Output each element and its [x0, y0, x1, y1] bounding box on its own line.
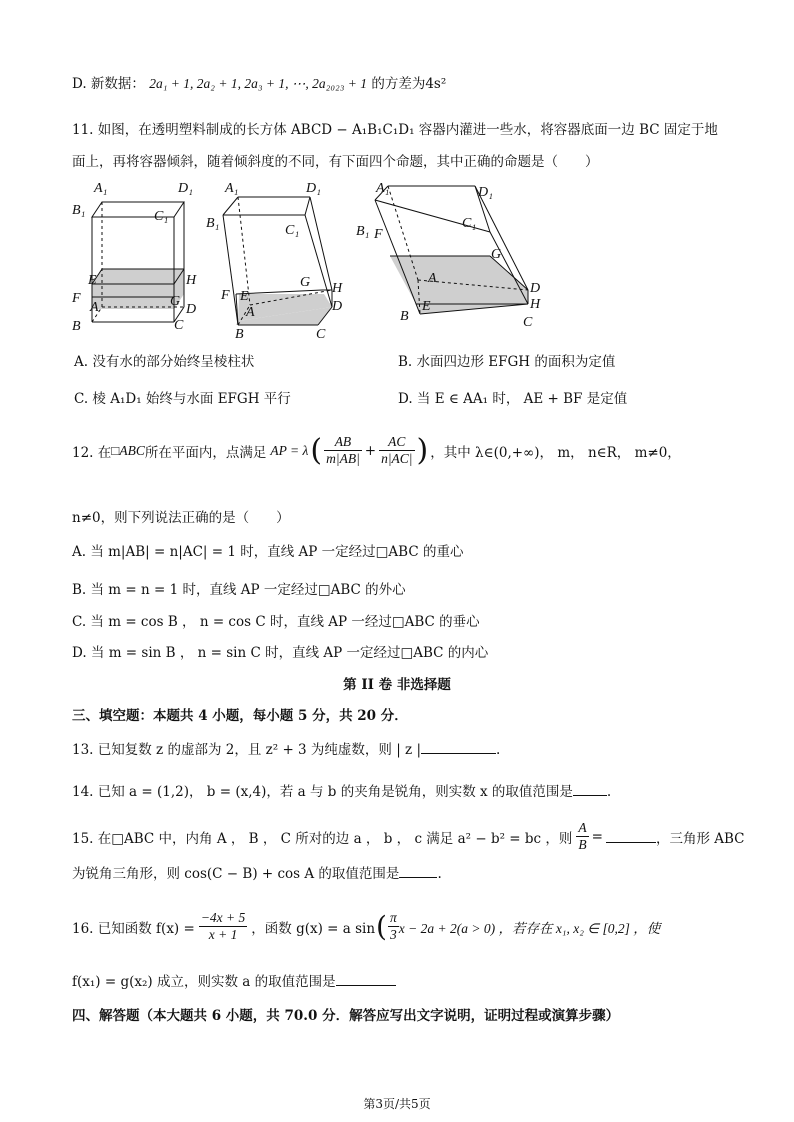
- q15-line2: [72, 862, 442, 882]
- q11-option-b: B. 水面四边形 EFGH 的面积为定值: [398, 354, 616, 370]
- q12-frac1-den: m|AB|: [326, 451, 360, 466]
- q12-option-c: C. 当 m = cos B ， n = cos C 时，直线 AP 一经过□ABC 的垂心: [72, 614, 480, 630]
- q10-option-d-expr: 2a₁ + 1, 2a₂ + 1, 2a₃ + 1, ⋯, 2a₂₀₂₃ + 1: [149, 76, 368, 91]
- q12-fraction-ac: [379, 434, 414, 467]
- q12-stem-line1: 12. 在 □ABC 所在平面内，点满足 AP = λ ( $\frac{AB}{m|AB|}$ + $\frac{AC}{n|AC|}$ ) ，其中 λ∈(0,+∞)， m， n∈R， m≠0，: [72, 433, 681, 468]
- fig3-label-d1: D₁: [478, 185, 493, 200]
- fig1-label-h: H: [186, 273, 197, 288]
- q15-frac-den: B: [578, 837, 587, 852]
- fig3-label-d: D: [530, 281, 541, 296]
- q11-stem-line1: 11. 如图，在透明塑料制成的长方体 ABCD − A₁B₁C₁D₁ 容器内灌进一些水，将容器底面一边 BC 固定于地: [72, 122, 718, 138]
- fig2-label-h: H: [332, 281, 343, 296]
- q15-line2-text: 为锐角三角形，则 cos(C − B) + cos A 的取值范围是: [72, 866, 400, 882]
- q10-option-d-tail: 的方差为4s²: [371, 76, 447, 92]
- fig2-label-a1: A₁: [225, 181, 239, 196]
- figure-tilted-box-small: [206, 181, 343, 342]
- q13-end: .: [496, 742, 501, 758]
- fig2-label-b1: B₁: [206, 216, 220, 231]
- page-footer: 第3页/共5页: [363, 1097, 431, 1111]
- fig3-label-f: F: [374, 227, 383, 242]
- q16-frac-den: x + 1: [208, 927, 238, 942]
- q15-text: 15. 在□ABC 中，内角 A ， B ， C 所对的边 a ， b ， c 满足 a² − b² = bc ，则: [72, 830, 573, 847]
- q11-stem-line2: 面上，再将容器倾斜，随着倾斜度的不同，有下面四个命题，其中正确的命题是（ ）: [72, 154, 599, 170]
- q16-frac2-den: 3: [389, 927, 397, 942]
- q12-lhs: AP = λ: [270, 442, 309, 458]
- fig2-label-b: B: [235, 327, 244, 342]
- q12-option-b: B. 当 m = n = 1 时，直线 AP 一定经过□ABC 的外心: [72, 582, 406, 598]
- fig1-label-d1: D₁: [178, 181, 193, 196]
- q15-equals: =: [591, 828, 603, 845]
- fig2-label-a: A: [246, 305, 255, 320]
- q14-answer-blank[interactable]: [573, 783, 607, 796]
- q16-fraction-f: [199, 910, 247, 943]
- q16-pre: 16. 已知函数 f(x) =: [72, 920, 195, 937]
- fig2-label-e: E: [240, 289, 249, 304]
- q16-frac-num: −4x + 5: [200, 910, 246, 925]
- fig3-label-b: B: [400, 309, 409, 324]
- q12-frac1-num: AB: [324, 434, 362, 451]
- q16-fraction-pi: [388, 910, 399, 943]
- fig1-label-c1: C₁: [154, 209, 169, 224]
- q16-line1: 16. 已知函数 f(x) = $\frac{-4x + 5}{x + 1}$ ，函数 g(x) = a sin ( $\frac{\pi}{3}$ x − 2a + 2(a > 0) ，若存在 x₁, x₂ ∈ [0,2] ，使: [72, 910, 661, 943]
- fig2-label-d1: D₁: [306, 181, 321, 196]
- q15-answer-blank-2[interactable]: [399, 865, 437, 878]
- q10-option-d: [72, 72, 446, 92]
- fig1-label-g: G: [170, 294, 181, 309]
- q12-option-d: D. 当 m = sin B ， n = sin C 时，直线 AP 一定经过□ABC 的内心: [72, 645, 489, 661]
- q12-paren-open: (: [310, 433, 323, 468]
- q12-option-a: A. 当 m|AB| = n|AC| = 1 时，直线 AP 一定经过□ABC 的重心: [72, 544, 464, 560]
- fig1-label-d: D: [186, 302, 197, 317]
- q15-frac-num: A: [578, 820, 587, 835]
- fig1-label-a: A: [90, 300, 99, 315]
- fig2-label-c: C: [316, 327, 326, 342]
- fig1-label-a1: A₁: [94, 181, 108, 196]
- q12-triangle: □ABC: [111, 442, 145, 458]
- q14-text: 14. 已知 a = (1,2)， b = (x,4)，若 a 与 b 的夹角是锐角，则实数 x 的取值范围是: [72, 784, 573, 800]
- fig2-label-g: G: [300, 275, 311, 290]
- q16-answer-blank[interactable]: [336, 973, 396, 986]
- q12-stem-line2: n≠0，则下列说法正确的是（ ）: [72, 510, 290, 526]
- fig3-label-c1: C₁: [462, 216, 477, 231]
- q12-pre: 12. 在: [72, 444, 112, 461]
- q16-mid: ，函数 g(x) = a sin: [251, 920, 376, 937]
- q12-paren-close: ): [416, 433, 429, 468]
- q12-frac2-den: n|AC|: [381, 451, 413, 466]
- q13-text: 13. 已知复数 z 的虚部为 2，且 z² + 3 为纯虚数，则 | z |: [72, 742, 422, 758]
- fig3-label-b1: B₁: [356, 224, 370, 239]
- q12-fraction-ab: [324, 434, 362, 467]
- fig3-label-h: H: [530, 297, 541, 312]
- q14: [72, 780, 611, 800]
- fig2-label-d: D: [332, 299, 343, 314]
- q16-line2-text: f(x₁) = g(x₂) 成立，则实数 a 的取值范围是: [72, 974, 336, 990]
- q15-tail: ，三角形 ABC: [655, 830, 745, 847]
- q12-mid: 所在平面内，点满足: [144, 444, 267, 461]
- q11-option-c: C. 棱 A₁D₁ 始终与水面 EFGH 平行: [74, 391, 291, 407]
- figure-upright-box: [71, 181, 197, 334]
- fig1-label-b: B: [72, 319, 81, 334]
- fig2-label-f: F: [221, 288, 230, 303]
- q11-option-d: D. 当 E ∈ AA₁ 时， AE + BF 是定值: [398, 391, 628, 407]
- q15-end: .: [437, 866, 442, 882]
- q16-frac2-num: π: [389, 910, 397, 925]
- q10-option-d-label: D. 新数据：: [72, 76, 145, 92]
- fig3-label-a1: A₁: [376, 181, 390, 196]
- fig3-label-e: E: [422, 299, 431, 314]
- fig2-label-c1: C₁: [285, 223, 300, 238]
- fig3-label-g: G: [491, 247, 502, 262]
- q15-fraction: [576, 820, 588, 853]
- q11-figures: [60, 172, 560, 342]
- q15-answer-blank-1[interactable]: [606, 830, 656, 843]
- q14-end: .: [606, 784, 612, 800]
- figure-tilted-box-large: [356, 181, 541, 330]
- section3-heading: 三、填空题：本题共 4 小题，每小题 5 分，共 20 分．: [72, 708, 408, 724]
- fig1-label-b1: B₁: [72, 203, 86, 218]
- fig1-label-c: C: [174, 318, 184, 333]
- q16-line2: [72, 970, 396, 990]
- q15-line1: [72, 820, 745, 853]
- fig1-label-f: F: [72, 291, 81, 306]
- q13: [72, 738, 500, 758]
- q13-answer-blank[interactable]: [421, 741, 496, 754]
- q16-post: x − 2a + 2(a > 0) ，若存在 x₁, x₂ ∈ [0,2] ，使: [398, 920, 661, 936]
- section4-heading: 四、解答题（本大题共 6 小题，共 70.0 分．解答应写出文字说明，证明过程或演算步骤）: [72, 1008, 620, 1024]
- q12-post: ，其中 λ∈(0,+∞)， m， n∈R， m≠0，: [430, 444, 681, 461]
- fig1-label-e: E: [88, 273, 97, 288]
- fig3-label-a: A: [428, 271, 437, 286]
- q12-frac2-num: AC: [379, 434, 414, 451]
- part2-heading: 第 II 卷 非选择题: [343, 677, 451, 693]
- q11-option-a: A. 没有水的部分始终呈棱柱状: [74, 354, 255, 370]
- fig3-label-c: C: [523, 315, 533, 330]
